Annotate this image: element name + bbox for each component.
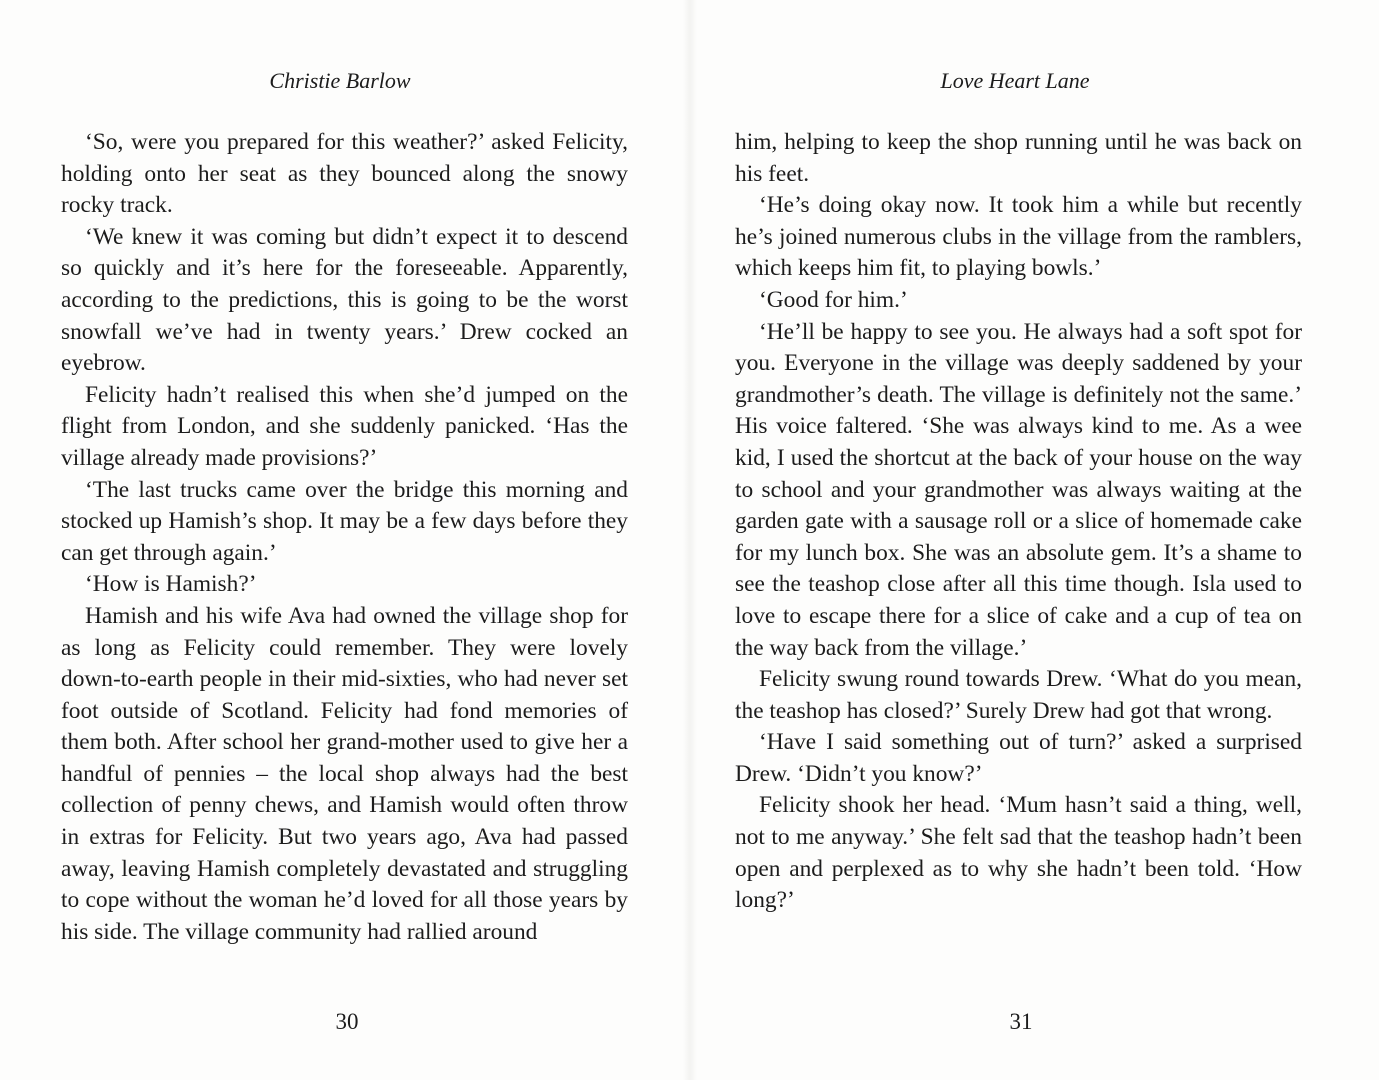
continued-paragraph: him, helping to keep the shop running until he was back on his feet. bbox=[735, 129, 1302, 187]
paragraph: Felicity shook her head. ‘Mum hasn’t said a thing, well, not to me anyway.’ She felt sad that the teashop hadn’t been open and perplexed as to why she hadn’t been told. ‘How long?’ bbox=[735, 792, 1302, 914]
page-number: 30 bbox=[335, 1009, 359, 1034]
book-gutter bbox=[683, 0, 697, 1080]
paragraph: ‘Have I said something out of turn?’ asked a surprised Drew. ‘Didn’t you know?’ bbox=[735, 729, 1302, 787]
paragraph: ‘He’ll be happy to see you. He always had a soft spot for you. Everyone in the village was deeply saddened by your grandmother’s death. The village is definitely not the same.’ His voice faltered. ‘She was always kind to me. As a wee kid, I used the shortcut at the back of your house on the way to school and your grandmother was always waiting at the garden gate with a sausage roll or a slice of homemade cake for my lunch box. She was an absolute gem. It’s a shame to see the teashop close after all this time though. Isla used to love to escape there for a slice of cake and a cup of tea on the way back from the village.’ bbox=[735, 318, 1302, 661]
left-page-body bbox=[61, 127, 628, 948]
paragraph: ‘He’s doing okay now. It took him a while but recently he’s joined numerous clubs in the village from the ramblers, which keeps him fit, to playing bowls.’ bbox=[735, 192, 1302, 282]
paragraph: ‘We knew it was coming but didn’t expect it to descend so quickly and it’s here for the foreseeable. Apparently, according to the predictions, this is going to be the worst snowfall we’ve had in twenty years.’ Drew cocked an eyebrow. bbox=[61, 223, 628, 377]
running-head-author: Christie Barlow bbox=[269, 68, 411, 93]
paragraph: Felicity hadn’t realised this when she’d jumped on the flight from London, and she suddenly panicked. ‘Has the village already made provisions?’ bbox=[61, 381, 628, 471]
paragraph: ‘The last trucks came over the bridge this morning and stocked up Hamish’s shop. It may be a few days before they can get through again.’ bbox=[61, 476, 628, 566]
page-number: 31 bbox=[1009, 1009, 1033, 1034]
paragraph: ‘How is Hamish?’ bbox=[85, 571, 257, 598]
right-page-body bbox=[735, 127, 1302, 917]
paragraph: Hamish and his wife Ava had owned the village shop for as long as Felicity could remember. They were lovely down-to-earth people in their mid-sixties, who had never set foot outside of Scotland. Felicity had fond memories of them both. After school her grand-mother used to give her a handful of pennies – the local shop always had the best collection of penny chews, and Hamish would often throw in extras for Felicity. But two years ago, Ava had passed away, leaving Hamish completely devastated and struggling to cope without the woman he’d loved for all those years by his side. The village community had rallied around bbox=[61, 602, 628, 945]
right-page bbox=[697, 0, 1379, 1080]
paragraph: ‘Good for him.’ bbox=[759, 286, 908, 313]
paragraph: Felicity swung round towards Drew. ‘What do you mean, the teashop has closed?’ Surely Drew had got that wrong. bbox=[735, 666, 1302, 724]
left-page bbox=[0, 0, 683, 1080]
running-head-title: Love Heart Lane bbox=[940, 68, 1090, 93]
paragraph: ‘So, were you prepared for this weather?’ asked Felicity, holding onto her seat as they bounced along the snowy rocky track. bbox=[61, 129, 628, 219]
